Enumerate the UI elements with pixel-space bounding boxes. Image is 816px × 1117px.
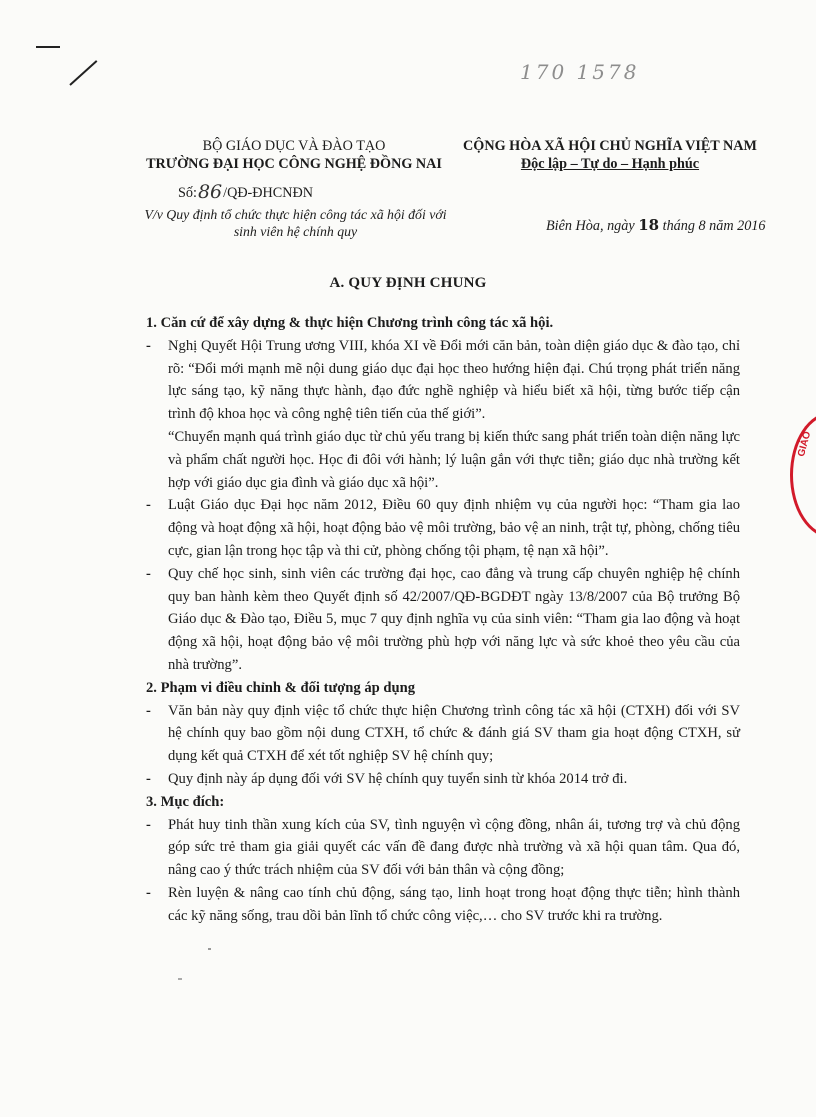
number-handwritten: 86: [197, 181, 223, 203]
dash-bullet: -: [146, 770, 151, 787]
dash-bullet: -: [146, 816, 151, 833]
dash-bullet: -: [146, 702, 151, 719]
number-prefix: Số:: [178, 185, 197, 201]
date-day: 18: [638, 216, 660, 234]
list-item: [146, 494, 740, 562]
list-item: [146, 335, 740, 426]
quote-paragraph: “Chuyển mạnh quá trình giáo dục từ chủ yếu trang bị kiến thức sang phát triển toàn diện năng lực và phẩm chất người học. Học đi đôi với hành; lý luận gắn với thực tiễn; giáo dục nhà trường kết hợp với giáo dục gia đình và giáo dục xã hội”.: [168, 428, 740, 491]
dash-bullet: -: [146, 337, 151, 354]
seal-text: GIÁO: [796, 430, 814, 458]
scan-mark-slash: [69, 60, 97, 86]
document-subject: V/v Quy định tổ chức thực hiện công tác xã hội đối với sinh viên hệ chính quy: [144, 207, 447, 239]
date-after: tháng 8 năm 2016: [659, 218, 766, 234]
heading-1: 1. Căn cứ để xây dựng & thực hiện Chương trình công tác xã hội.: [146, 315, 554, 331]
list-item: [146, 563, 740, 677]
list-item-text: Văn bản này quy định việc tổ chức thực hiện Chương trình công tác xã hội (CTXH) đối với SV hệ chính quy bao gồm nội dung CTXH, tổ chức & đánh giá SV tham gia hoạt động CTXH, sử dụng kết quả CTXH để xét tốt nghiệp SV hệ chính quy;: [168, 702, 740, 765]
section-title: A. QUY ĐỊNH CHUNG: [329, 275, 487, 291]
list-item-text: Luật Giáo dục Đại học năm 2012, Điều 60 quy định nhiệm vụ của người học: “Tham gia lao động và hoạt động xã hội, hoạt động bảo vệ môi trường, bảo vệ an ninh, trật tự, phòng, chống tiêu cực, gian lận trong học tập và thi cử, phòng chống tội phạm, tệ nạn xã hội”.: [168, 497, 740, 559]
national-motto: Độc lập – Tự do – Hạnh phúc: [520, 156, 700, 172]
dash-bullet: -: [146, 884, 151, 901]
school-name: TRƯỜNG ĐẠI HỌC CÔNG NGHỆ ĐỒNG NAI: [146, 156, 442, 172]
country-name: CỘNG HÒA XÃ HỘI CHỦ NGHĨA VIỆT NAM: [463, 138, 757, 154]
scan-speck: [178, 978, 182, 980]
list-item-text: Nghị Quyết Hội Trung ương VIII, khóa XI về Đổi mới căn bản, toàn diện giáo dục & đào tạo, chỉ rõ: “Đổi mới mạnh mẽ nội dung giáo dục đại học theo hướng hiện đại. Chú trọng phát triển năng lực sáng tạo, kỹ năng thực hành, đạo đức nghề nghiệp và hiểu biết xã hội, từng bước tiếp cận trình độ khoa học và công nghệ tiên tiến của thế giới”.: [168, 337, 740, 423]
list-item-text: Quy định này áp dụng đối với SV hệ chính quy tuyển sinh từ khóa 2014 trở đi.: [168, 770, 628, 787]
scan-mark-dash: [36, 46, 60, 48]
ministry-name: BỘ GIÁO DỤC VÀ ĐÀO TẠO: [202, 138, 386, 154]
issue-date: [546, 216, 765, 235]
heading-3: 3. Mục đích:: [146, 793, 225, 810]
list-item: [146, 814, 740, 882]
number-suffix: /QĐ-ĐHCNĐN: [223, 185, 313, 201]
handwritten-ref-note: 170 1578: [520, 60, 640, 84]
list-item: [146, 700, 740, 768]
dash-bullet: -: [146, 497, 151, 514]
date-before: Biên Hòa, ngày: [546, 218, 639, 234]
dash-bullet: -: [146, 565, 151, 582]
document-body: [146, 312, 740, 928]
heading-2: 2. Phạm vi điều chỉnh & đối tượng áp dụng: [146, 679, 416, 696]
national-header: [452, 137, 768, 173]
list-item: [146, 768, 740, 791]
document-number: [178, 180, 313, 202]
issuer-block: [138, 137, 450, 173]
scan-speck: [208, 948, 211, 950]
list-item-text: Quy chế học sinh, sinh viên các trường đại học, cao đẳng và trung cấp chuyên nghiệp hệ chính quy ban hành kèm theo Quyết định số 42/2007/QĐ-BGDĐT ngày 13/8/2007 của Bộ trưởng Bộ Giáo dục & Đào tạo, Điều 5, mục 7 quy định nghĩa vụ của sinh viên: “Tham gia lao động và hoạt động xã hội, hoạt động bảo vệ môi trường phù hợp với năng lực và sức khoẻ theo yêu cầu của nhà trường”.: [168, 565, 740, 673]
list-item-text: Phát huy tinh thần xung kích của SV, tình nguyện vì cộng đồng, nhân ái, tương trợ và chủ động góp sức trẻ tham gia giải quyết các vấn đề đang được nhà trường và xã hội quan tâm. Qua đó, nâng cao ý thức trách nhiệm của SV đối với bản thân và cộng đồng;: [168, 816, 740, 879]
list-item: [146, 882, 740, 928]
list-item-text: Rèn luyện & nâng cao tính chủ động, sáng tạo, linh hoạt trong hoạt động thực tiễn; hình thành các kỹ năng sống, trau dồi bản lĩnh tổ chức công việc,… cho SV trước khi ra trường.: [168, 884, 740, 924]
